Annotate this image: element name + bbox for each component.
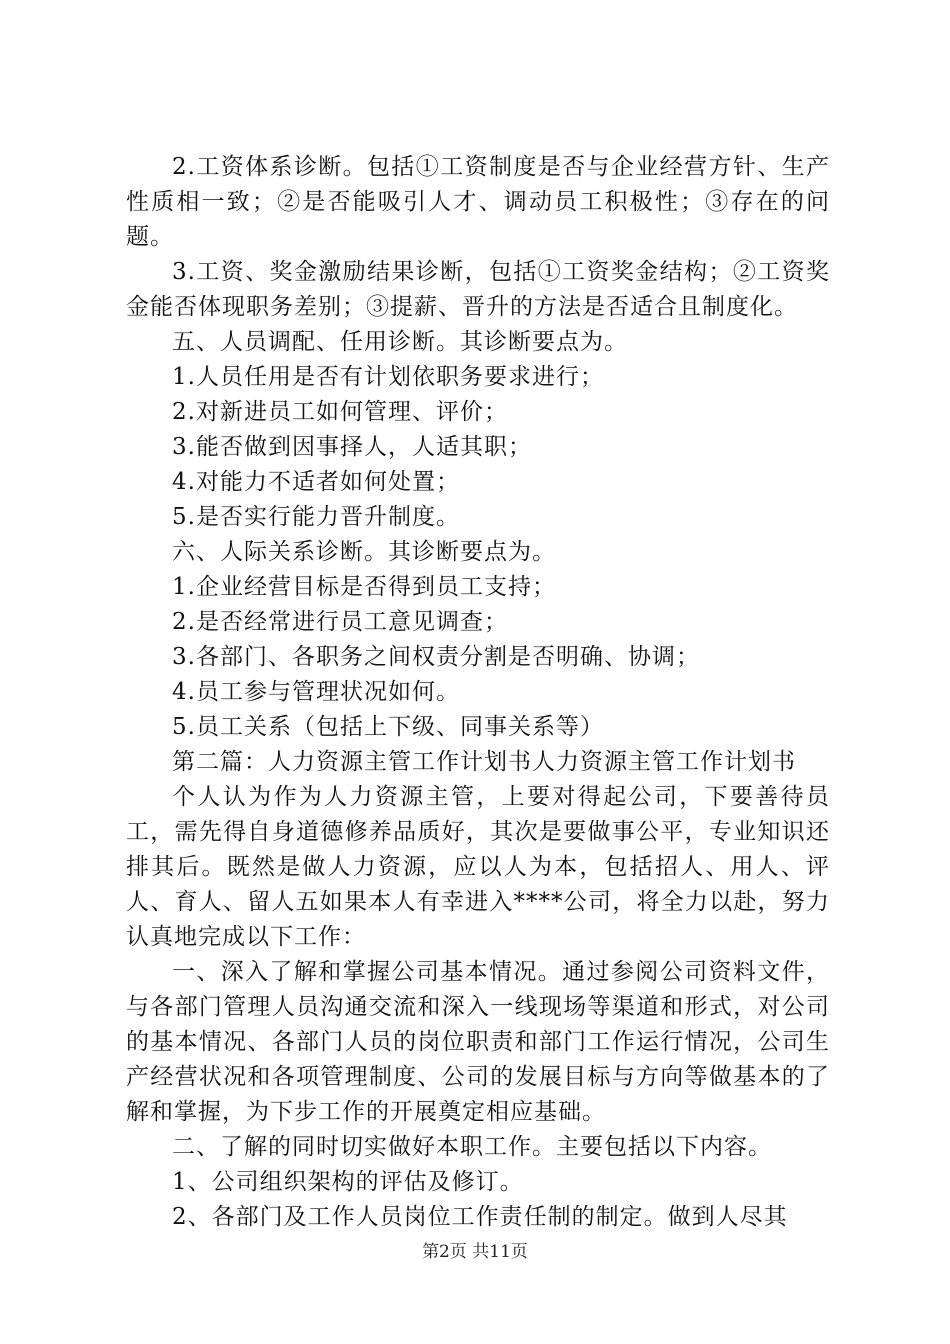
list-item: 5.员工关系（包括上下级、同事关系等） xyxy=(172,714,604,740)
page-number-footer: 第2页 共11页 xyxy=(422,1242,528,1262)
list-item: 1、公司组织架构的评估及修订。 xyxy=(172,1169,524,1195)
list-item: 3.各部门、各职务之间权责分割是否明确、协调； xyxy=(172,644,700,670)
list-item: 2.是否经常进行员工意见调查； xyxy=(172,609,508,635)
list-item: 4.对能力不适者如何处置； xyxy=(172,469,460,495)
paragraph: 3.工资、奖金激励结果诊断，包括①工资奖金结构；②工资奖金能否体现职务差别；③提薪、晋升的方法是否适合且制度化。 xyxy=(126,259,830,320)
paragraph: 个人认为作为人力资源主管，上要对得起公司，下要善待员工，需先得自身道德修养品质好，其次是要做事公平，专业知识还排其后。既然是做人力资源，应以人为本，包括招人、用人、评人、育人、留人五如果本人有幸进入****公司，将全力以赴，努力认真地完成以下工作： xyxy=(126,784,830,950)
list-item: 5.是否实行能力晋升制度。 xyxy=(172,504,460,530)
section-heading: 二、了解的同时切实做好本职工作。主要包括以下内容。 xyxy=(172,1134,772,1160)
list-item: 1.企业经营目标是否得到员工支持； xyxy=(172,574,556,600)
paragraph: 2.工资体系诊断。包括①工资制度是否与企业经营方针、生产性质相一致；②是否能吸引人才、调动员工积极性；③存在的问题。 xyxy=(126,154,830,250)
list-item: 1.人员任用是否有计划依职务要求进行； xyxy=(172,364,604,390)
paragraph: 一、深入了解和掌握公司基本情况。通过参阅公司资料文件，与各部门管理人员沟通交流和深入一线现场等渠道和形式，对公司的基本情况、各部门人员的岗位职责和部门工作运行情况，公司生产经营状况和各项管理制度、公司的发展目标与方向等做基本的了解和掌握，为下步工作的开展奠定相应基础。 xyxy=(126,959,830,1125)
list-item: 2、各部门及工作人员岗位工作责任制的制定。做到人尽其 xyxy=(172,1204,788,1230)
list-item: 2.对新进员工如何管理、评价； xyxy=(172,399,508,425)
list-item: 4.员工参与管理状况如何。 xyxy=(172,679,460,705)
section-heading: 五、人员调配、任用诊断。其诊断要点为。 xyxy=(172,329,628,355)
section-heading: 六、人际关系诊断。其诊断要点为。 xyxy=(172,539,556,565)
document-body xyxy=(126,150,830,1235)
list-item: 3.能否做到因事择人，人适其职； xyxy=(172,434,532,460)
chapter-title: 第二篇：人力资源主管工作计划书人力资源主管工作计划书 xyxy=(172,749,796,775)
